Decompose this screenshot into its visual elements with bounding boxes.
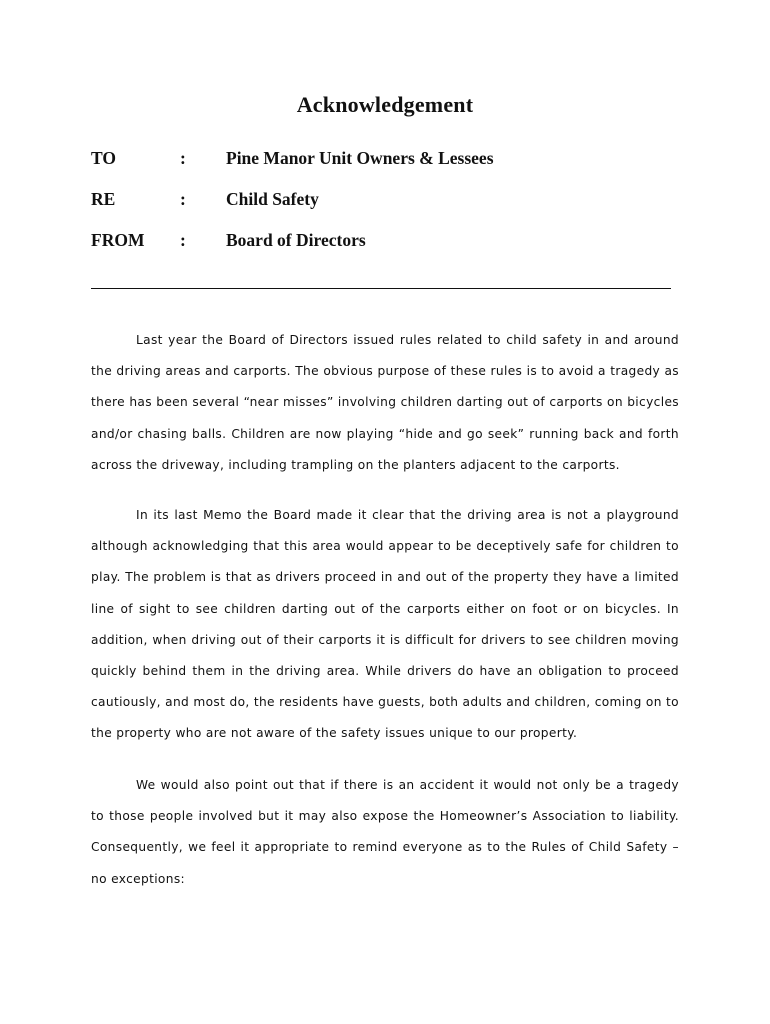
memo-from-colon: : [180,230,186,250]
document-title: Acknowledgement [296,92,474,117]
memo-from-value: Board of Directors [226,230,366,250]
memo-re-value: Child Safety [226,189,319,209]
memo-to-value: Pine Manor Unit Owners & Lessees [226,148,494,168]
memo-re-colon: : [180,189,186,209]
body-paragraph-3: We would also point out that if there is an accident it would not only be a tragedy to those people involved but it may also expose the Homeowner’s Association to liability. Consequently, we feel it appropriate to remind everyone as to the Rules of Child Safety – no exceptions: [91,778,679,886]
body-paragraph-1: Last year the Board of Directors issued rules related to child safety in and around the driving areas and carports. The obvious purpose of these rules is to avoid a tragedy as there has been several “near misses” involving children darting out of carports on bicycles and/or chasing balls. Children are now playing “hide and go seek” running back and forth across the driveway, including trampling on the planters adjacent to the carports. [91,333,679,472]
header-divider [91,288,671,289]
memo-to-label: TO [91,148,116,168]
body-paragraph-2: In its last Memo the Board made it clear that the driving area is not a playground although acknowledging that this area would appear to be deceptively safe for children to play. The problem is that as drivers proceed in and out of the property they have a limited line of sight to see children darting out of the carports either on foot or on bicycles. In addition, when driving out of their carports it is difficult for drivers to see children moving quickly behind them in the driving area. While drivers do have an obligation to proceed cautiously, and most do, the residents have guests, both adults and children, coming on to the property who are not aware of the safety issues unique to our property. [91,508,679,741]
memo-from-label: FROM [91,230,145,250]
memo-to-colon: : [180,148,186,168]
memo-re-label: RE [91,189,116,209]
